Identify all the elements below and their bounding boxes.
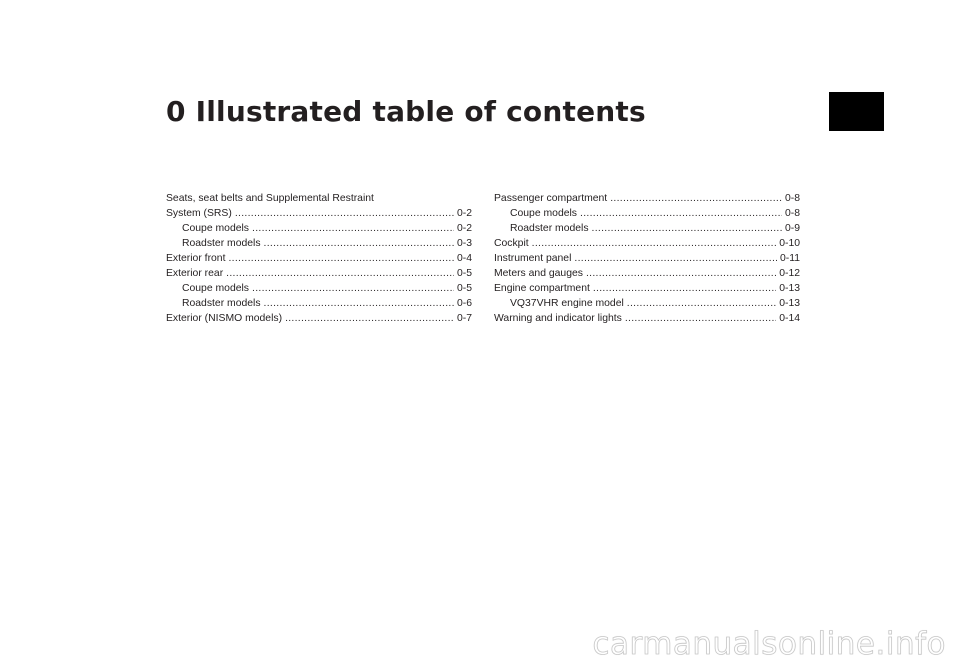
toc-page-number: 0-13 [779,298,800,309]
toc-page-number: 0-2 [456,223,472,234]
toc-page-number: 0-11 [779,253,800,264]
dot-leader [235,206,454,221]
dot-leader [610,191,782,206]
toc-page-number: 0-14 [779,313,800,324]
toc-page-number: 0-8 [784,193,800,204]
toc-entry-label: Seats, seat belts and Supplemental Restraint [166,193,374,204]
toc-page-number: 0-13 [779,283,800,294]
dot-leader [586,266,776,281]
toc-entry-label: Coupe models [510,208,578,219]
toc-entry-engine-compartment[interactable] [494,281,800,296]
toc-entry-passenger-coupe[interactable] [494,206,800,221]
dot-leader [252,221,454,236]
toc-entry-vq37vhr-engine[interactable] [494,296,800,311]
toc-entry-label: VQ37VHR engine model [510,298,624,309]
toc-entry-warning-lights[interactable] [494,311,800,326]
toc-column-left [166,191,472,326]
toc-entry-passenger-compartment[interactable] [494,191,800,206]
toc-page-number: 0-12 [779,268,800,279]
chapter-tab-marker [829,92,884,131]
toc-entry-label: System (SRS) [166,208,232,219]
dot-leader [264,296,454,311]
toc-entry-label: Engine compartment [494,283,590,294]
toc-page-number: 0-2 [456,208,472,219]
toc-entry-label: Meters and gauges [494,268,583,279]
toc-entry-label: Roadster models [182,298,261,309]
toc-entry-exterior-rear-coupe[interactable] [166,281,472,296]
toc-entry-srs-heading [166,191,472,206]
toc-entry-srs[interactable] [166,206,472,221]
toc-entry-label: Exterior (NISMO models) [166,313,283,324]
watermark: carmanualsonline.info [592,626,946,662]
toc-page-number: 0-5 [456,268,472,279]
dot-leader [252,281,454,296]
toc-entry-srs-roadster[interactable] [166,236,472,251]
toc-entry-instrument-panel[interactable] [494,251,800,266]
dot-leader [625,311,776,326]
dot-leader [532,236,777,251]
dot-leader [580,206,782,221]
toc-entry-exterior-rear[interactable] [166,266,472,281]
dot-leader [574,251,777,266]
toc-entry-exterior-nismo[interactable] [166,311,472,326]
toc-entry-exterior-front[interactable] [166,251,472,266]
toc-entry-label: Roadster models [182,238,261,249]
toc-page-number: 0-4 [456,253,472,264]
toc-entry-cockpit[interactable] [494,236,800,251]
toc-page-number: 0-9 [784,223,800,234]
toc-page-number: 0-7 [456,313,472,324]
toc-page-number: 0-10 [779,238,800,249]
toc-entry-label: Exterior front [166,253,226,264]
toc-page-number: 0-8 [784,208,800,219]
toc-entry-exterior-rear-roadster[interactable] [166,296,472,311]
toc-entry-label: Instrument panel [494,253,572,264]
dot-leader [226,266,454,281]
dot-leader [627,296,776,311]
toc-entry-label: Coupe models [182,283,250,294]
toc-entry-label: Roadster models [510,223,589,234]
toc-column-right [494,191,800,326]
toc-entry-label: Cockpit [494,238,529,249]
dot-leader [264,236,454,251]
chapter-title: 0 Illustrated table of contents [166,95,646,128]
toc-entry-srs-coupe[interactable] [166,221,472,236]
toc-page-number: 0-5 [456,283,472,294]
toc-entry-label: Warning and indicator lights [494,313,622,324]
toc-entry-label: Exterior rear [166,268,224,279]
toc-entry-passenger-roadster[interactable] [494,221,800,236]
toc-page-number: 0-6 [456,298,472,309]
dot-leader [285,311,454,326]
toc-entry-meters-gauges[interactable] [494,266,800,281]
dot-leader [592,221,782,236]
dot-leader [228,251,453,266]
toc-entry-label: Passenger compartment [494,193,608,204]
toc-entry-label: Coupe models [182,223,250,234]
dot-leader [593,281,776,296]
toc-page-number: 0-3 [456,238,472,249]
